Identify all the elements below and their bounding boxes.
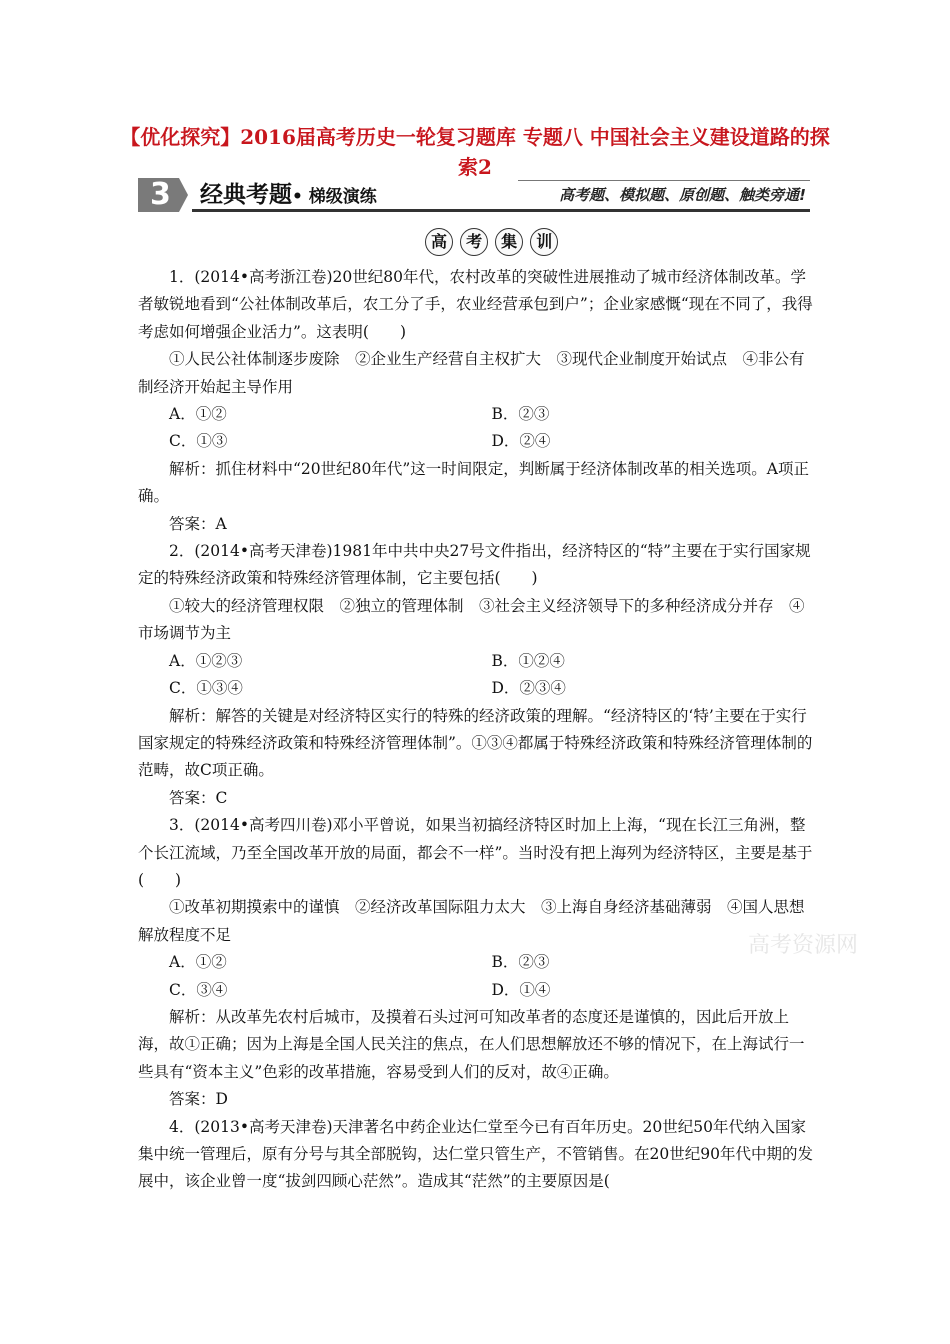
option-c: C．①③④ <box>169 679 243 698</box>
question-analysis: 解析：解答的关键是对经济特区实行的特殊的经济政策的理解。“经济特区的‘特’主要在于实行国家规定的特殊经济政策和特殊经济管理体制”。①③④都属于特殊经济政策和特殊经济管理体制的范畴，故C项正确。 <box>138 706 813 780</box>
option-d: D．①④ <box>491 980 551 999</box>
section-char: 集 <box>495 228 523 256</box>
question-analysis: 解析：从改革先农村后城市，及摸着石头过河可知改革者的态度还是谨慎的，因此后开放上海，故①正确；因为上海是全国人民关注的焦点，在人们思想解放还不够的情况下，在上海试行一些具有“资本主义”色彩的改革措施，容易受到人们的反对，故④正确。 <box>138 1007 805 1081</box>
option-b: B．②③ <box>491 953 550 972</box>
question-options <box>138 648 814 675</box>
section-heading <box>425 228 560 256</box>
section-char: 高 <box>425 228 453 256</box>
banner-top-rule <box>518 180 810 181</box>
question-items: ①改革初期摸索中的谨慎 ②经济改革国际阻力太大 ③上海自身经济基础薄弱 ④国人思想解放程度不足 <box>138 898 805 944</box>
question-stem: 4．(2013•高考天津卷)天津著名中药企业达仁堂至今已有百年历史。20世纪50年代纳入国家集中统一管理后，原有分号与其全部脱钩，达仁堂只管生产，不管销售。在20世纪90年代中期的发展中，该企业曾一度“拔剑四顾心茫然”。造成其“茫然”的主要原因是( <box>138 1117 813 1191</box>
banner-label <box>200 180 377 212</box>
question-options <box>138 675 814 702</box>
question-answer: 答案：A <box>169 514 227 533</box>
option-b: B．②③ <box>491 405 550 424</box>
option-a: A．①② <box>169 953 227 972</box>
question-options <box>138 977 814 1004</box>
question-options <box>138 949 814 976</box>
section-char: 训 <box>530 228 558 256</box>
question-options <box>138 401 814 428</box>
section-char: 考 <box>460 228 488 256</box>
question-analysis: 解析：抓住材料中“20世纪80年代”这一时间限定，判断属于经济体制改革的相关选项。A项正确。 <box>138 459 809 506</box>
banner-number: 3 <box>150 177 171 212</box>
option-c: C．①③ <box>169 432 228 451</box>
question-options <box>138 428 814 455</box>
banner-rule <box>192 209 810 212</box>
option-b: B．①②④ <box>491 651 565 670</box>
option-c: C．③④ <box>169 980 228 999</box>
option-a: A．①②③ <box>169 651 243 670</box>
option-d: D．②③④ <box>491 679 566 698</box>
banner-label-main: 经典考题 <box>200 182 292 208</box>
question-items: ①人民公社体制逐步废除 ②企业生产经营自主权扩大 ③现代企业制度开始试点 ④非公有制经济开始起主导作用 <box>138 350 805 396</box>
question-list <box>138 264 814 1196</box>
banner-slogan: 高考题、模拟题、原创题、触类旁通! <box>559 186 806 204</box>
option-a: A．①② <box>169 405 227 424</box>
question-answer: 答案：C <box>169 788 228 807</box>
option-d: D．②④ <box>491 432 551 451</box>
page-title: 【优化探究】2016届高考历史一轮复习题库 专题八 中国社会主义建设道路的探索2 <box>120 125 830 179</box>
question-stem: 2．(2014•高考天津卷)1981年中共中央27号文件指出，经济特区的“特”主要在于实行国家规定的特殊经济政策和特殊经济管理体制，它主要包括( ) <box>138 542 811 588</box>
question-answer: 答案：D <box>169 1090 228 1109</box>
question-stem: 1．(2014•高考浙江卷)20世纪80年代，农村改革的突破性进展推动了城市经济体制改革。学者敏锐地看到“公社体制改革后，农工分了手，农业经营承包到户”；企业家感慨“现在不同了，我得考虑如何增强企业活力”。这表明( ) <box>138 268 813 341</box>
watermark: 高考资源网 <box>748 933 859 958</box>
section-banner <box>138 178 810 212</box>
banner-label-sub: • 梯级演练 <box>292 187 377 207</box>
question-stem: 3．(2014•高考四川卷)邓小平曾说，如果当初搞经济特区时加上上海，“现在长江三角洲，整个长江流域，乃至全国改革开放的局面，都会不一样”。当时没有把上海列为经济特区，主要是基于( ) <box>138 816 813 889</box>
question-items: ①较大的经济管理权限 ②独立的管理体制 ③社会主义经济领导下的多种经济成分并存 ④市场调节为主 <box>138 596 805 643</box>
